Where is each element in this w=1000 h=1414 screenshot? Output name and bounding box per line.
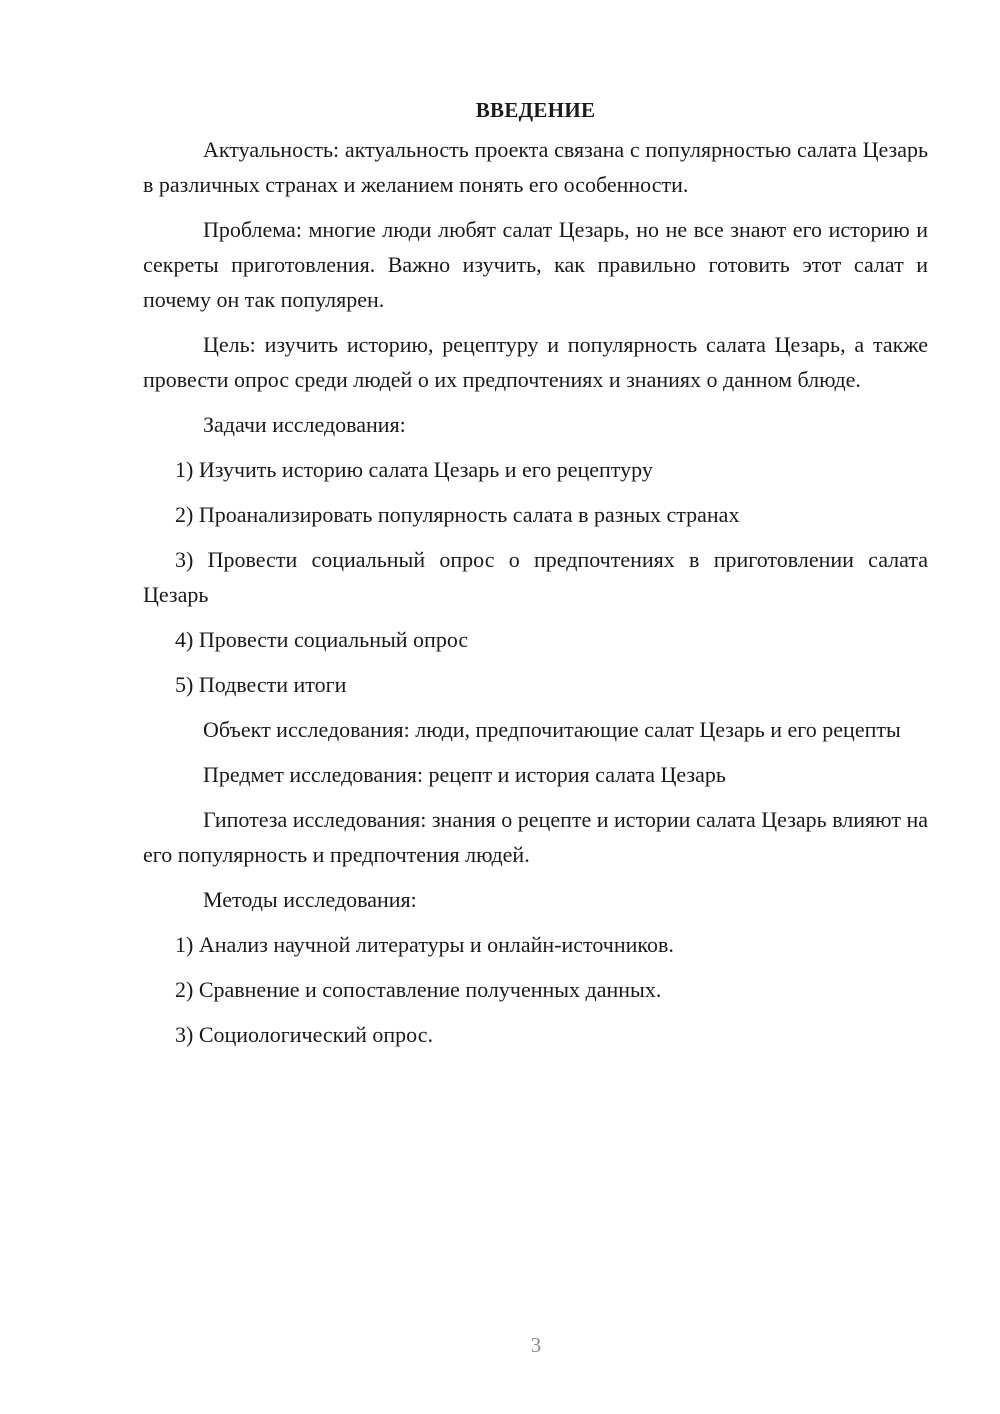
hypothesis-paragraph: Гипотеза исследования: знания о рецепте и истории салата Цезарь влияют на его популярность и предпочтения людей. (143, 807, 928, 867)
method-item: 1) Анализ научной литературы и онлайн-источников. (175, 932, 674, 957)
methods-heading: Методы исследования: (203, 887, 417, 912)
method-item: 2) Сравнение и сопоставление полученных данных. (175, 977, 662, 1002)
task-item: 3) Провести социальный опрос о предпочтениях в приготовлении салата Цезарь (143, 547, 928, 607)
problem-paragraph: Проблема: многие люди любят салат Цезарь, но не все знают его историю и секреты приготовления. Важно изучить, как правильно готовить этот салат и почему он так популярен. (143, 217, 928, 312)
subject-paragraph: Предмет исследования: рецепт и история салата Цезарь (203, 762, 726, 787)
section-title: ВВЕДЕНИЕ (475, 98, 596, 122)
task-item: 2) Проанализировать популярность салата в разных странах (175, 502, 740, 527)
goal-paragraph: Цель: изучить историю, рецептуру и популярность салата Цезарь, а также провести опрос среди людей о их предпочтениях и знаниях о данном блюде. (143, 332, 928, 392)
task-item: 1) Изучить историю салата Цезарь и его рецептуру (175, 457, 653, 482)
task-item: 4) Провести социальный опрос (175, 627, 469, 652)
page-number: 3 (530, 1333, 542, 1357)
relevance-paragraph: Актуальность: актуальность проекта связана с популярностью салата Цезарь в различных странах и желанием понять его особенности. (143, 137, 928, 197)
task-item: 5) Подвести итоги (175, 672, 347, 697)
method-item: 3) Социологический опрос. (175, 1022, 433, 1047)
tasks-heading: Задачи исследования: (203, 412, 406, 437)
document-page (143, 92, 928, 1062)
object-paragraph: Объект исследования: люди, предпочитающие салат Цезарь и его рецепты (203, 717, 901, 742)
